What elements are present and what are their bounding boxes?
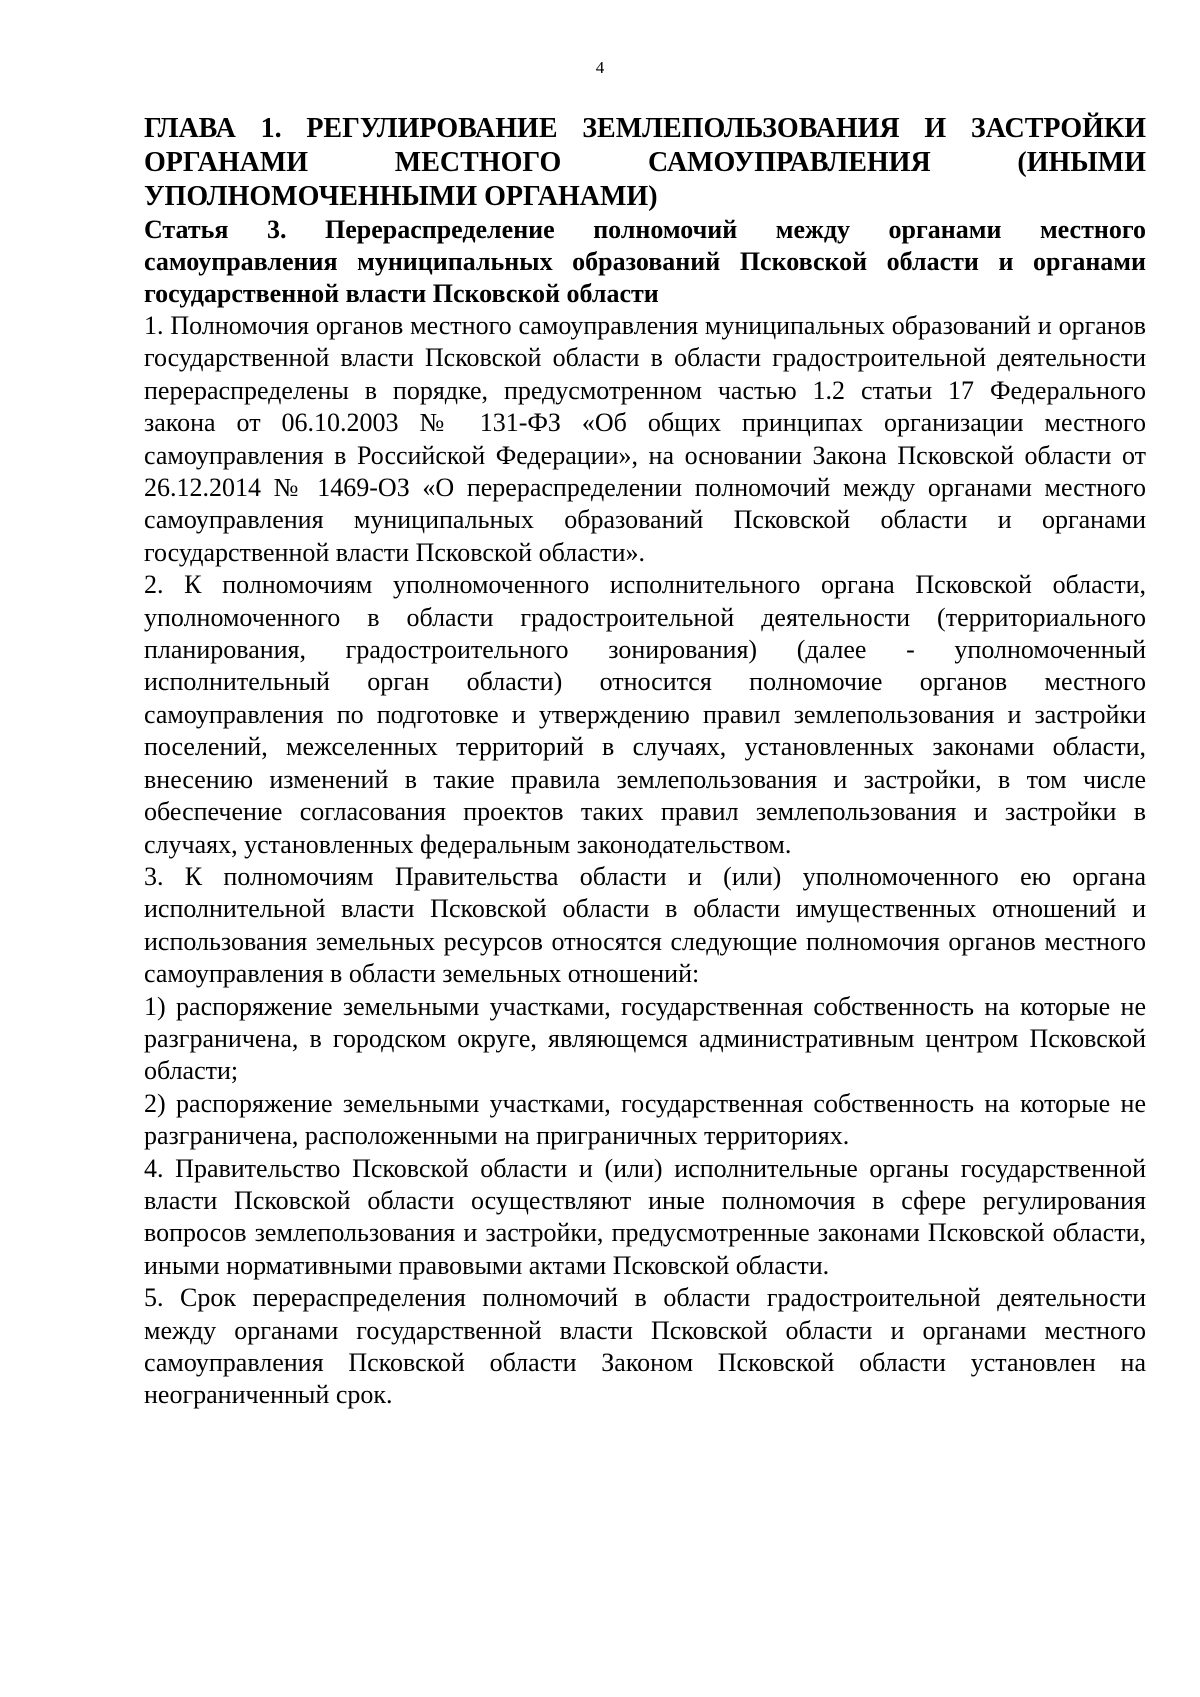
paragraph-3-item-2: 2) распоряжение земельными участками, государственная собственность на которые не разграничена, расположенными на приграничных территориях. — [144, 1088, 1146, 1151]
document-body — [144, 112, 1146, 1412]
paragraph-3: 3. К полномочиям Правительства области и (или) уполномоченного ею органа исполнительной власти Псковской области в области имущественных отношений и использования земельных ресурсов относятся следующие полномочия органов местного самоуправления в области земельных отношений: — [144, 861, 1146, 989]
paragraph-4: 4. Правительство Псковской области и (или) исполнительные органы государственной власти Псковской области осуществляют иные полномочия в сфере регулирования вопросов землепользования и застройки, предусмотренные законами Псковской области, иными нормативными правовыми актами Псковской области. — [144, 1153, 1146, 1280]
paragraph-5: 5. Срок перераспределения полномочий в области градостроительной деятельности между органами государственной власти Псковской области и органами местного самоуправления Псковской области Законом Псковской области установлен на неограниченный срок. — [144, 1283, 1146, 1410]
article-title: Статья 3. Перераспределение полномочий между органами местного самоуправления муниципальных образований Псковской области и органами государственной власти Псковской области — [144, 215, 1146, 308]
paragraph-3-item-1: 1) распоряжение земельными участками, государственная собственность на которые не разграничена, в городском округе, являющемся административным центром Псковской области; — [144, 991, 1146, 1086]
chapter-title: ГЛАВА 1. РЕГУЛИРОВАНИЕ ЗЕМЛЕПОЛЬЗОВАНИЯ И ЗАСТРОЙКИ ОРГАНАМИ МЕСТНОГО САМОУПРАВЛЕНИЯ (ИНЫМИ УПОЛНОМОЧЕННЫМИ ОРГАНАМИ) — [144, 113, 1146, 212]
paragraph-2: 2. К полномочиям уполномоченного исполнительного органа Псковской области, уполномоченного в области градостроительной деятельности (территориального планирования, градостроительного зонирования) (далее - уполномоченный исполнительный орган области) относится полномочие органов местного самоуправления по подготовке и утверждению правил землепользования и застройки поселений, межселенных территорий в случаях, установленных законами области, внесению изменений в такие правила землепользования и застройки, в том числе обеспечение согласования проектов таких правил землепользования и застройки в случаях, установленных федеральным законодательством. — [144, 570, 1146, 859]
page-number: 4 — [595, 58, 605, 77]
paragraph-1: 1. Полномочия органов местного самоуправления муниципальных образований и органов государственной власти Псковской области в области градостроительной деятельности перераспределены в порядке, предусмотренном частью 1.2 статьи 17 Федерального закона от 06.10.2003 № 131-ФЗ «Об общих принципах организации местного самоуправления в Российской Федерации», на основании Закона Псковской области от 26.12.2014 № 1469-ОЗ «О перераспределении полномочий между органами местного самоуправления муниципальных образований Псковской области и органами государственной власти Псковской области». — [144, 311, 1146, 567]
